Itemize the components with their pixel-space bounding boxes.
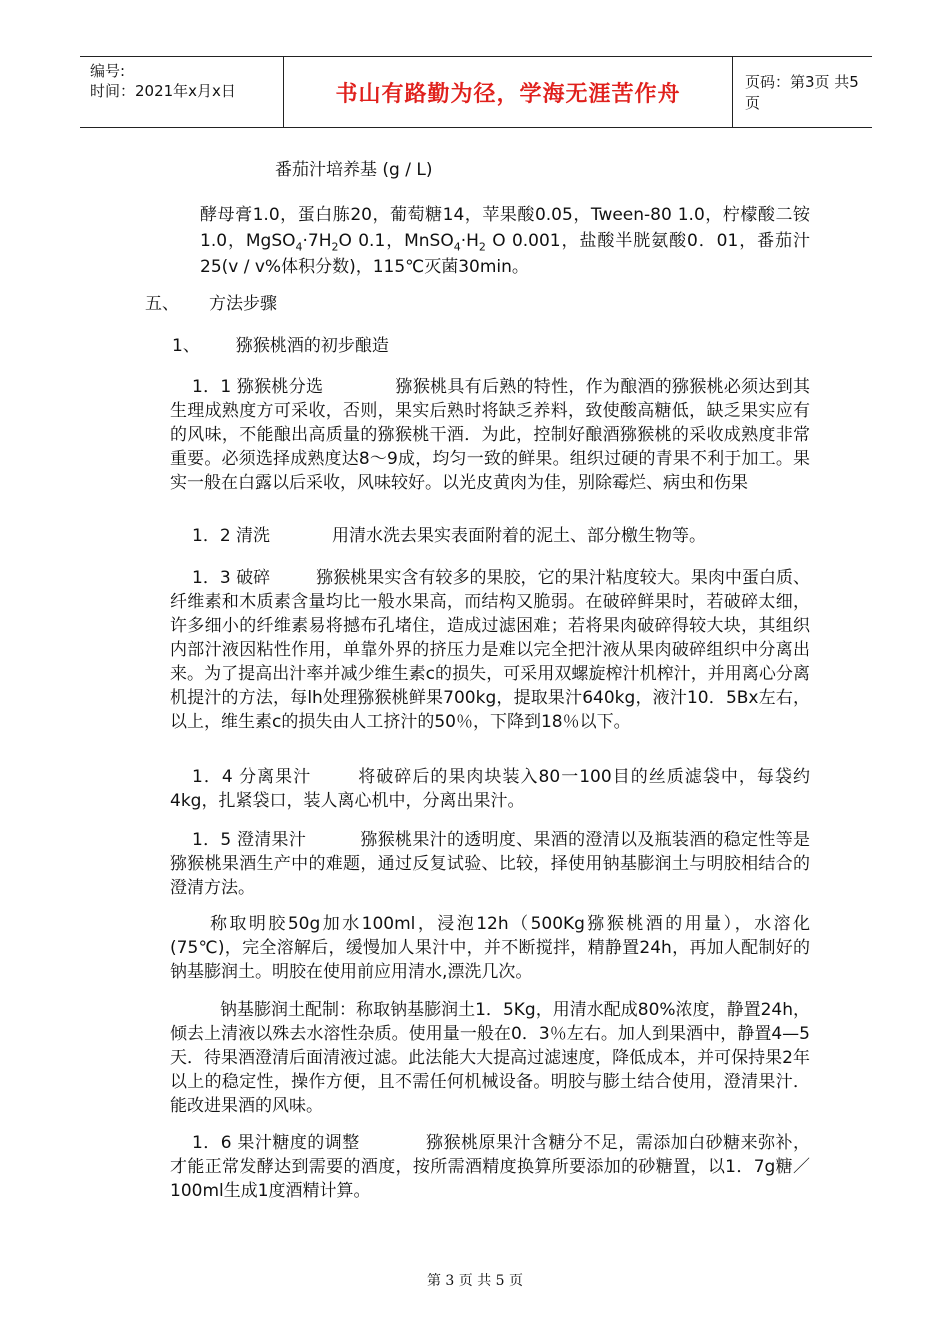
page-header xyxy=(80,56,872,128)
subsection-heading: 1、 猕猴桃酒的初步酿造 xyxy=(172,336,389,356)
header-meta xyxy=(80,57,290,127)
item-washing: 1．2 清洗 用清水洗去果实表面附着的泥土、部分檄生物等。 xyxy=(192,526,707,546)
item-clarification: 1．5 澄清果汁 猕猴桃果汁的透明度、果酒的澄清以及瓶装酒的稳定性等是猕猴桃果酒生产中的难题，通过反复试验、比较，择使用钠基膨润土与明胶相结合的澄清方法。 xyxy=(170,830,810,898)
time-label: 时间：2021年x月x日 xyxy=(90,82,236,100)
motto: 书山有路勤为径，学海无涯苦作舟 xyxy=(283,57,733,127)
number-label: 编号: xyxy=(90,62,126,80)
item-sugar-adjustment: 1．6 果汁糖度的调整 猕猴桃原果汁含糖分不足，需添加白砂糖来弥补，才能正常发酵达到需要的酒度，按所需酒精度换算所要添加的砂糖置，以1．7g糖／100ml生成1度酒精计算。 xyxy=(170,1133,810,1201)
gelatin-paragraph: 称取明胶50g加水100ml，浸泡12h（500Kg猕猴桃酒的用量），水溶化(75℃)，完全溶解后，缓慢加人果汁中，并不断搅拌，精静置24h，再加人配制好的钠基膨润土。明胶在使用前应用清水,漂洗几次。 xyxy=(170,914,810,982)
medium-title: 番茄汁培养基 (g / L) xyxy=(275,160,433,180)
page-footer: 第 3 页 共 5 页 xyxy=(426,1273,524,1289)
section-heading: 五、 方法步骤 xyxy=(145,294,277,314)
item-sorting: 1．1 猕猴桃分选 猕猴桃具有后熟的特性，作为酿酒的猕猴桃必须达到其生理成熟度方可采收，否则，果实后熟时将缺乏养料，致使酸高糖低，缺乏果实应有的风味，不能酿出高质量的猕猴桃干酒．为此，控制好酿酒猕猴桃的采收成熟度非常重要。必须选择成熟度达8～9成，均匀一致的鲜果。组织过硬的青果不利于加工。果实一般在白露以后采收，风味较好。以光皮黄肉为佳，别除霉烂、病虫和伤果 xyxy=(170,377,810,493)
item-separation: 1．4 分离果汁 将破碎后的果肉块装入80一100目的丝质滤袋中，每袋约4kg，扎紧袋口，装人离心机中，分离出果汁。 xyxy=(170,767,810,811)
item-crushing: 1．3 破碎 猕猴桃果实含有较多的果胶，它的果汁粘度较大。果肉中蛋白质、纤维素和木质素含量均比一般水果高，而结构又脆弱。在破碎鲜果时，若破碎太细，许多细小的纤维素易将撼布孔堵住，造成过滤困难；若将果肉破碎得较大块，其组织内部汁液因粘性作用，单靠外界的挤压力是难以完全把汁液从果肉破碎组织中分离出来。为了提高出汁率并减少维生素c的损失，可采用双螺旋榨汁机榨汁，并用离心分离机提汁的方法，每lh处理猕猴桃鲜果700kg，提取果汁640kg，液汁10．5Bx左右，以上，维生素c的损失由人工挤汁的50％，下降到18％以下。 xyxy=(170,568,810,732)
page-info: 页码：第3页 共5页 xyxy=(745,73,859,112)
medium-composition: 酵母膏1.0，蛋白胨20，葡萄糖14，苹果酸0.05，Tween-80 1.0，柠檬酸二铵1.0，$MgSO_4\cdot 7H_2O$ 0.1，$MnSO_4\cdot H_2$ O 0.001，盐酸半胱氨酸0．01，番茄汁25(v / v%体积分数)，115℃灭菌30min。 xyxy=(200,205,810,277)
bentonite-paragraph: 钠基膨润土配制：称取钠基膨润土1．5Kg，用清水配成80%浓度，静置24h，倾去上清液以殊去水溶性杂质。使用量一般在0．3％左右。加人到果酒中，静置4—5天．待果酒澄清后面清液过滤。此法能大大提高过滤速度，降低成本，并可保持果2年以上的稳定性，操作方便，且不需任何机械设备。明胶与膨土结合使用，澄清果汁．能改进果酒的风味。 xyxy=(170,1000,810,1116)
